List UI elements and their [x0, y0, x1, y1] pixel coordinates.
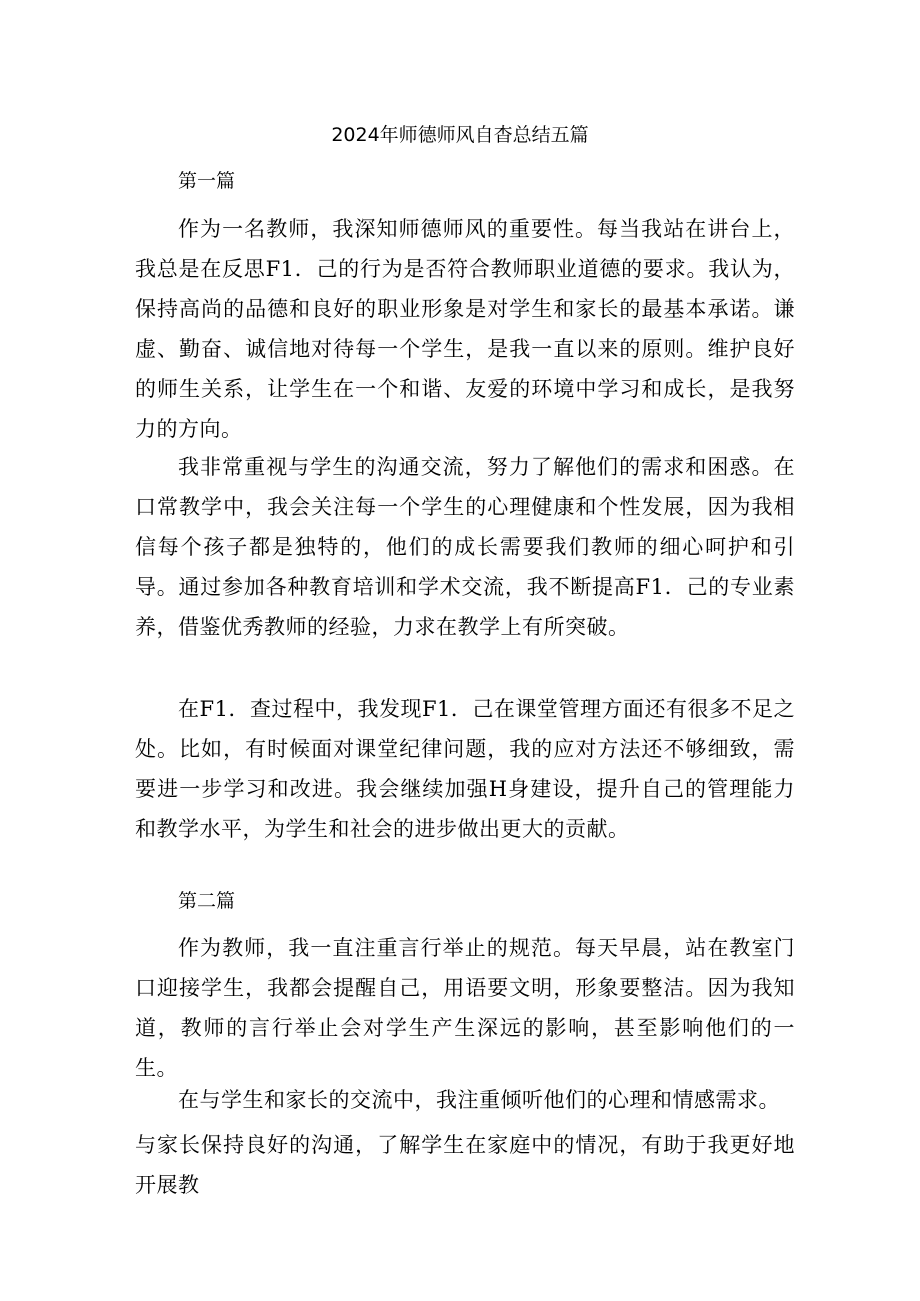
section-1-body — [135, 209, 795, 449]
section-2-body-2 — [135, 1080, 795, 1120]
paragraph: 在与学生和家长的交流中，我注重倾听他们的心理和情感需求。 — [178, 1088, 780, 1112]
section-heading-1: 第一篇 — [178, 170, 236, 192]
section-heading-2: 第二篇 — [178, 890, 236, 912]
document-title: 2024年师德师风自杳总结五篇 — [331, 124, 589, 146]
section-1-body-3 — [135, 689, 795, 849]
section-2-body — [135, 928, 795, 1088]
paragraph: 作为一名教师，我深知师德师风的重要性。每当我站在讲台上，我总是在反思F1．己的行为是否符合教师职业道德的要求。我认为，保持高尚的品德和良好的职业形象是对学生和家长的最基本承诺。谦虚、勤奋、诚信地对待每一个学生，是我一直以来的原则。维护良好的师生关系，让学生在一个和谐、友爱的环境中学习和成长，是我努力的方向。 — [135, 217, 795, 441]
section-2-body-3 — [135, 1125, 795, 1205]
paragraph: 在F1．查过程中，我发现F1．己在课堂管理方面还有很多不足之处。比如，有时候面对课堂纪律问题，我的应对方法还不够细致，需要进一步学习和改进。我会继续加强H身建设，提升自己的管理能力和教学水平，为学生和社会的进步做出更大的贡献。 — [135, 697, 795, 841]
paragraph: 与家长保持良好的沟通，了解学生在家庭中的情况，有助于我更好地开展教 — [135, 1133, 795, 1197]
section-1-body-2 — [135, 447, 795, 647]
paragraph: 我非常重视与学生的沟通交流，努力了解他们的需求和困惑。在口常教学中，我会关注每一个学生的心理健康和个性发展，因为我相信每个孩子都是独特的，他们的成长需要我们教师的细心呵护和引导。通过参加各种教育培训和学术交流，我不断提高F1．己的专业素养，借鉴优秀教师的经验，力求在教学上有所突破。 — [135, 455, 795, 639]
paragraph: 作为教师，我一直注重言行举止的规范。每天早晨，站在教室门口迎接学生，我都会提醒自己，用语要文明，形象要整洁。因为我知道，教师的言行举止会对学生产生深远的影响，甚至影响他们的一生。 — [135, 936, 795, 1080]
